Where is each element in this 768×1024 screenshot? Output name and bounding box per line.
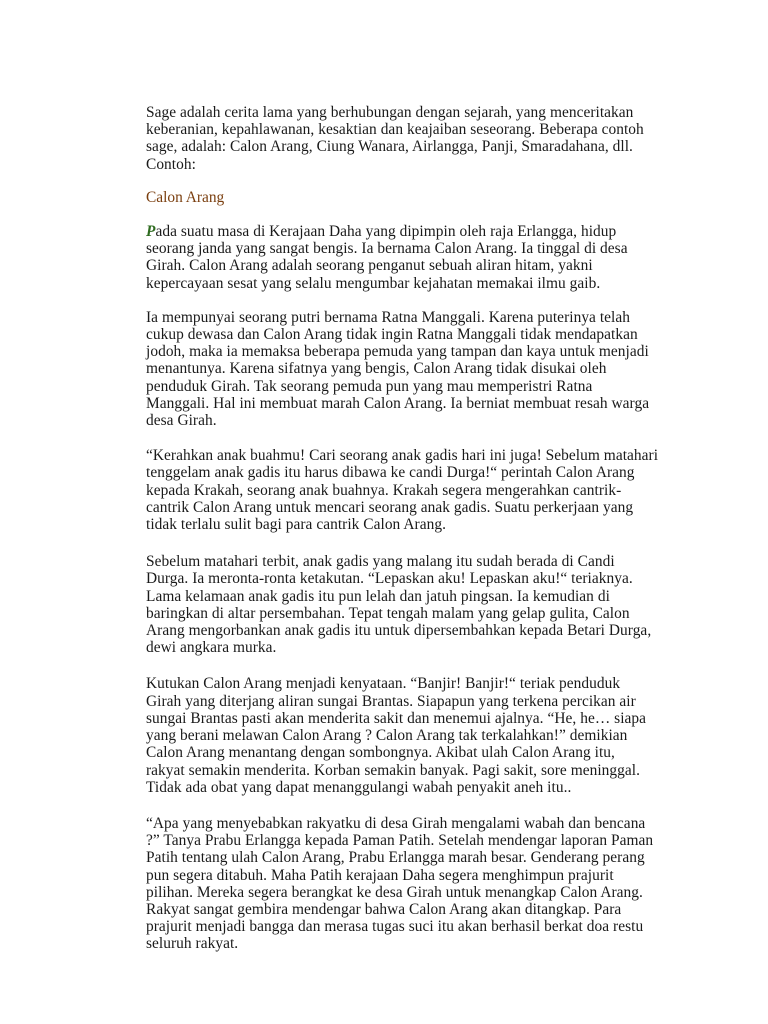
story-title: Calon Arang <box>146 188 225 206</box>
intro-paragraph: Sage adalah cerita lama yang berhubungan dengan sejarah, yang menceritakan keberanian, kepahlawanan, kesaktian dan keajaiban seseorang. Beberapa contoh sage, adalah: Calon Arang, Ciung Wanara, Airlangga, Panji, Smaradahana, dll. Contoh: <box>146 104 644 173</box>
drop-cap-letter: P <box>146 223 156 241</box>
story-paragraph-3: “Kerahkan anak buahmu! Cari seorang anak gadis hari ini juga! Sebelum matahari tenggelam anak gadis itu harus dibawa ke candi Durga!“ perintah Calon Arang kepada Krakah, seorang anak buahnya. Krakah segera mengerahkan cantrik- cantrik Calon Arang untuk mencari seorang anak gadis. Suatu perkerjaan yang tidak terlalu sulit bagi para cantrik Calon Arang. <box>146 447 659 534</box>
story-paragraph-1 <box>146 223 666 292</box>
paragraph-1-text: ada suatu masa di Kerajaan Daha yang dipimpin oleh raja Erlangga, hidup seorang janda yang sangat bengis. Ia bernama Calon Arang. Ia tinggal di desa Girah. Calon Arang adalah seorang penganut sebuah aliran hitam, yakni kepercayaan sesat yang selalu mengumbar kejahatan memakai ilmu gaib. <box>146 223 628 292</box>
document-page <box>146 104 666 970</box>
story-paragraph-4: Sebelum matahari terbit, anak gadis yang malang itu sudah berada di Candi Durga. Ia meronta-ronta ketakutan. “Lepaskan aku! Lepaskan aku!“ teriaknya. Lama kelamaan anak gadis itu pun lelah dan jatuh pingsan. Ia kemudian di baringkan di altar persembahan. Tepat tengah malam yang gelap gulita, Calon Arang mengorbankan anak gadis itu untuk dipersembahkan kepada Betari Durga, dewi angkara murka. <box>146 553 652 657</box>
story-paragraph-2: Ia mempunyai seorang putri bernama Ratna Manggali. Karena puterinya telah cukup dewasa dan Calon Arang tidak ingin Ratna Manggali tidak mendapatkan jodoh, maka ia memaksa beberapa pemuda yang tampan dan kaya untuk menjadi menantunya. Karena sifatnya yang bengis, Calon Arang tidak disukai oleh penduduk Girah. Tak seorang pemuda pun yang mau memperistri Ratna Manggali. Hal ini membuat marah Calon Arang. Ia berniat membuat resah warga desa Girah. <box>146 308 650 430</box>
story-paragraph-6: “Apa yang menyebabkan rakyatku di desa Girah mengalami wabah dan bencana ?” Tanya Prabu Erlangga kepada Paman Patih. Setelah mendengar laporan Paman Patih tentang ulah Calon Arang, Prabu Erlangga marah besar. Genderang perang pun segera ditabuh. Maha Patih kerajaan Daha segera menghimpun prajurit pilihan. Mereka segera berangkat ke desa Girah untuk menangkap Calon Arang. Rakyat sangat gembira mendengar bahwa Calon Arang akan ditangkap. Para prajurit menjadi bangga dan merasa tugas suci itu akan berhasil berkat doa restu seluruh rakyat. <box>146 814 654 953</box>
story-paragraph-5: Kutukan Calon Arang menjadi kenyataan. “Banjir! Banjir!“ teriak penduduk Girah yang diterjang aliran sungai Brantas. Siapapun yang terkena percikan air sungai Brantas pasti akan menderita sakit dan menemui ajalnya. “He, he… siapa yang berani melawan Calon Arang ? Calon Arang tak terkalahkan!” demikian Calon Arang menantang dengan sombongnya. Akibat ulah Calon Arang itu, rakyat semakin menderita. Korban semakin banyak. Pagi sakit, sore meninggal. Tidak ada obat yang dapat menanggulangi wabah penyakit aneh itu.. <box>146 675 647 796</box>
